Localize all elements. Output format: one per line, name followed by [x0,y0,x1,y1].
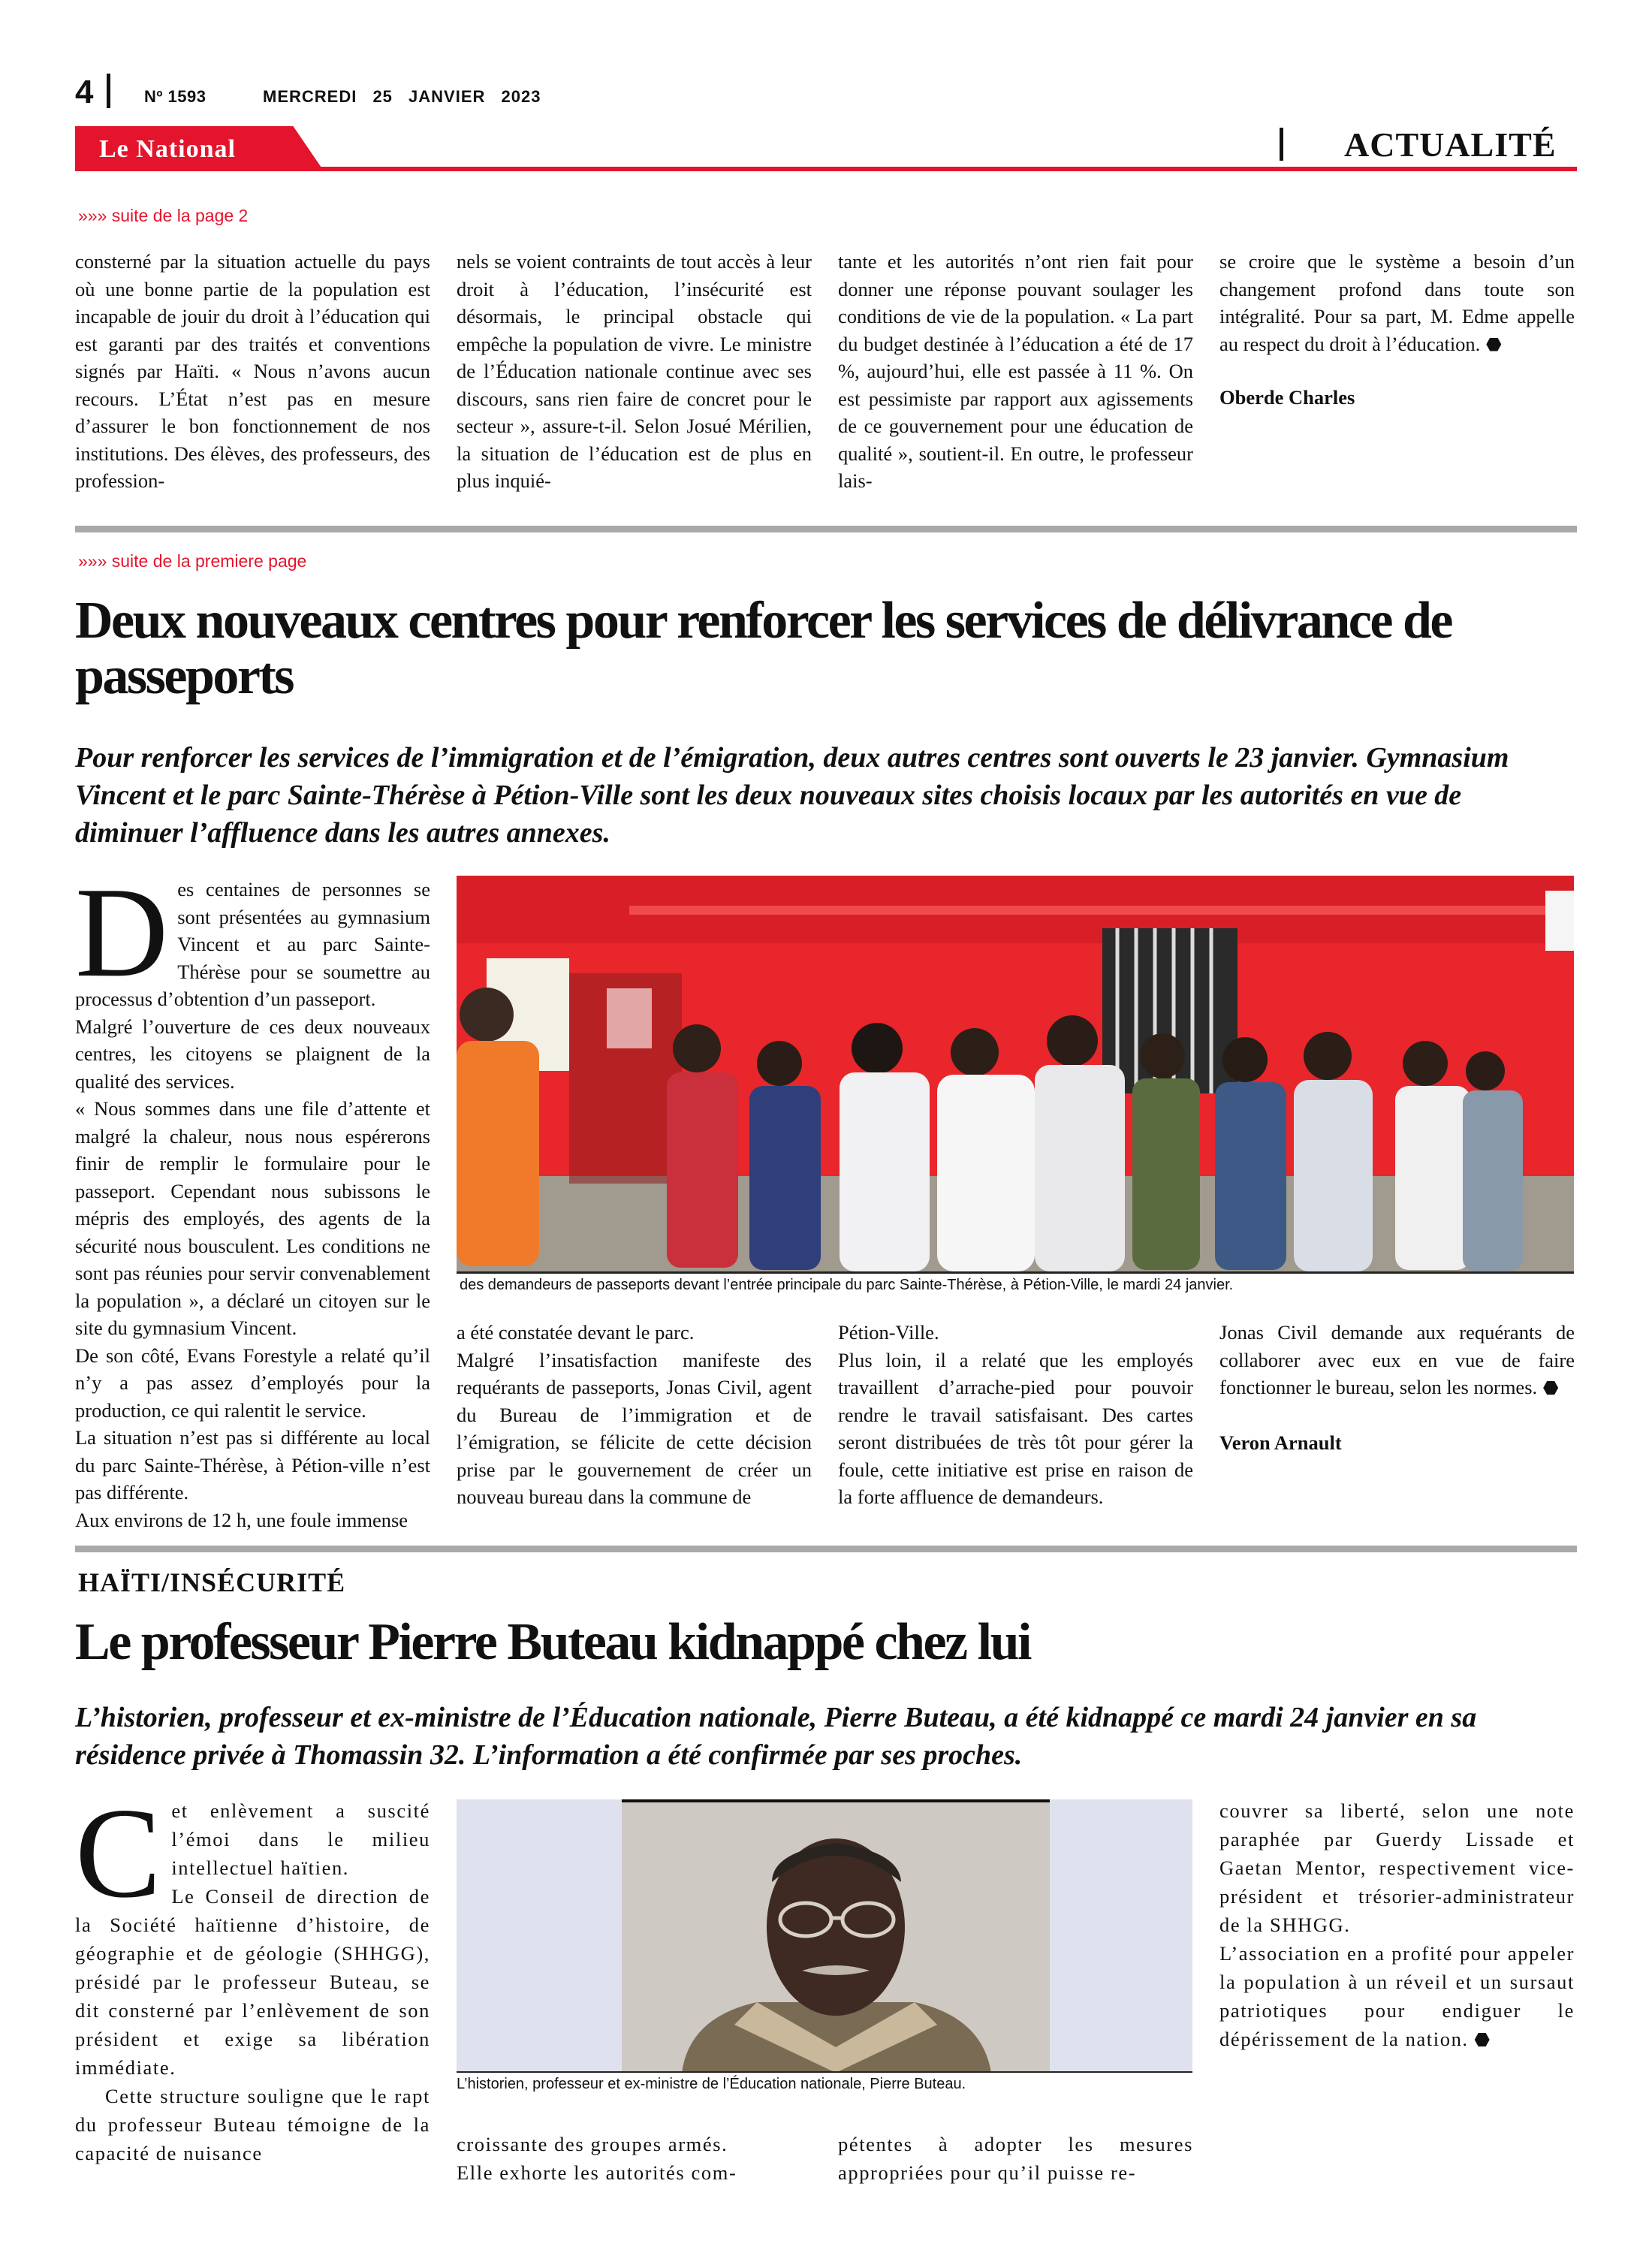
continued-from-label: »»» suite de la premiere page [78,551,307,571]
issue-number: Nº 1593 [144,87,206,106]
paragraph [1219,1319,1575,1401]
article2-column-2 [457,2130,812,2187]
paragraph: croissante des groupes armés. [457,2133,728,2155]
section-divider [75,526,1577,532]
paragraph: Pétion-Ville. [838,1321,939,1344]
article1-headline: Deux nouveaux centres pour renforcer les services de délivrance de passeports [75,592,1452,705]
paragraph: es centaines de personnes se sont présentées au gymnasium Vincent et au parc Sainte-Thérèse pour se soumettre au processus d’obtention d’un passeport. [75,878,430,1010]
top-article-column-3: tante et les autorités n’ont rien fait pour donner une réponse pouvant soulager les conditions de vie de la population. « La part du budget destinée à l’éducation a été de 17 %, aujourd’hui, elle est passée à 11 %. On est pessimiste par rapport aux agissements de ce gouvernement pour une éducation de qualité », soutient-il. En outre, le professeur lais- [838,250,1193,492]
section-rubric: ACTUALITÉ [1344,125,1557,164]
header-rule [75,167,1577,171]
dropcap: C [75,1782,163,1925]
pierre-buteau-portrait [457,1799,1192,2073]
section-divider [75,1546,1577,1552]
photo-caption: L’historien, professeur et ex-ministre de l’Éducation nationale, Pierre Buteau. [457,2076,966,2092]
rubric-divider [1280,128,1283,161]
article2-column-3 [838,2130,1193,2187]
top-article-column-1: consterné par la situation actuelle du pays où une bonne partie de la population est incapable de jouir du droit à l’éducation qui est garanti par des traités et conventions signés par Haïti. « Nous n’avons aucun recours. L’État n’est pas en mesure d’assurer le bon fonctionnement de nos institutions. Des élèves, des professeurs, des profession- [75,250,430,492]
article2-kicker: HAÏTI/INSÉCURITÉ [78,1567,346,1597]
paragraph: Plus loin, il a relaté que les employés travaillent d’arrache-pied pour pouvoir rendre le travail satisfaisant. Des cartes seront distribuées de très tôt pour gérer la foule, cette initiative est prise en raison de la forte affluence de demandeurs. [838,1348,1193,1508]
paragraph: et enlèvement a suscité l’émoi dans le milieu intellectuel haïtien. [171,1799,430,1879]
paragraph: Le Conseil de direction de la Société haïtienne d’histoire, de géographie et de géologie (SHHGG), présidé par le professeur Buteau, se dit consterné par l’enlèvement de son président et exige sa libération immédiate. [75,1885,430,2079]
article1-column-4 [1219,1319,1575,1401]
paragraph-text: Jonas Civil demande aux requérants de collaborer avec eux en vue de faire fonctionner le bureau, selon les normes. [1219,1321,1575,1398]
top-article-author: Oberde Charles [1219,386,1355,409]
end-of-article-mark [1486,338,1501,351]
top-article-column-2: nels se voient contraints de tout accès à leur droit à l’éducation, l’insécurité est désormais, le principal obstacle qui empêche la population de vivre. Le ministre de l’Éducation nationale continue avec ses discours, sans rien faire de concret pour le secteur », assure-t-il. Selon Josué Mérilien, la situation de l’éducation est de plus en plus inquié- [457,250,812,492]
paragraph [1219,1939,1575,2053]
dropcap: D [75,861,169,1004]
article1-column-1 [75,861,430,1534]
article2-column-1 [75,1782,430,2167]
paragraph-text: L’association en a profité pour appeler la population à un réveil et un sursaut patriotiques pour endiguer le dépérissement de la nation. [1219,1942,1575,2050]
newspaper-name: Le National [99,135,236,163]
article1-author: Veron Arnault [1219,1431,1342,1454]
paragraph: Aux environs de 12 h, une foule immense [75,1508,408,1531]
paragraph: Malgré l’insatisfaction manifeste des requérants de passeports, Jonas Civil, agent du Bureau de l’immigration et de l’émigration, se félicite de cette décision prise par le gouvernement de créer un nouveau bureau dans la commune de [457,1348,812,1508]
paragraph: a été constatée devant le parc. [457,1321,695,1344]
paragraph: De son côté, Evans Forestyle a relaté qu’il n’y a pas assez d’employés pour la production, ce qui ralentit le service. [75,1344,430,1422]
end-of-article-mark [1543,1381,1558,1395]
article2-standfirst: L’historien, professeur et ex-ministre de l’Éducation nationale, Pierre Buteau, a été kidnappé ce mardi 24 janvier en sa résidence privée à Thomassin 32. L’information a été confirmée par ses proches. [75,1702,1477,1771]
continued-from-label: »»» suite de la page 2 [78,206,249,225]
paragraph: La situation n’est pas si différente au local du parc Sainte-Thérèse, à Pétion-ville n’est pas différente. [75,1426,430,1504]
paragraph: pétentes à adopter les mesures appropriées pour qu’il puisse re- [838,2133,1193,2184]
end-of-article-mark [1475,2033,1490,2046]
paragraph: Elle exhorte les autorités com- [457,2161,737,2184]
passport-queue-photo [457,876,1574,1274]
paragraph: couvrer sa liberté, selon une note paraphée par Guerdy Lissade et Gaetan Mentor, respectivement vice-président et trésorier-administrateur de la SHHGG. [1219,1799,1575,1936]
article2-headline: Le professeur Pierre Buteau kidnappé chez lui [75,1613,1030,1671]
paragraph: Cette structure souligne que le rapt du professeur Buteau témoigne de la capacité de nuisance [75,2085,430,2164]
article1-column-2 [457,1319,812,1511]
article2-column-4 [1219,1796,1575,2053]
photo-caption: des demandeurs de passeports devant l’entrée principale du parc Sainte-Thérèse, à Pétion-Ville, le mardi 24 janvier. [460,1277,1234,1293]
issue-date: MERCREDI 25 JANVIER 2023 [263,87,541,106]
paragraph: « Nous sommes dans une file d’attente et malgré la chaleur, nous nous espérerons finir de remplir le formulaire pour le passeport. Cependant nous subissons le mépris des employés, des agents de la sécurité nous bousculent. Les conditions ne sont pas réunies pour servir convenablement la population », a déclaré un citoyen sur le site du gymnasium Vincent. [75,1097,430,1339]
top-article-column-4-text: se croire que le système a besoin d’un changement profond dans toute son intégralité. Pour sa part, M. Edme appelle au respect du droit à l’éducation. [1219,250,1575,355]
article1-standfirst: Pour renforcer les services de l’immigration et de l’émigration, deux autres centres sont ouverts le 23 janvier. Gymnasium Vincent et le parc Sainte-Thérèse à Pétion-Ville sont les deux nouveaux sites choisis locaux par les autorités en vue de diminuer l’affluence dans les autres annexes. [75,742,1509,849]
top-article-column-4 [1219,248,1575,357]
paragraph: Malgré l’ouverture de ces deux nouveaux centres, les citoyens se plaignent de la qualité des services. [75,1015,430,1093]
page-number: 4 [75,74,94,110]
page-number-divider [107,74,110,108]
article1-column-3 [838,1319,1193,1511]
